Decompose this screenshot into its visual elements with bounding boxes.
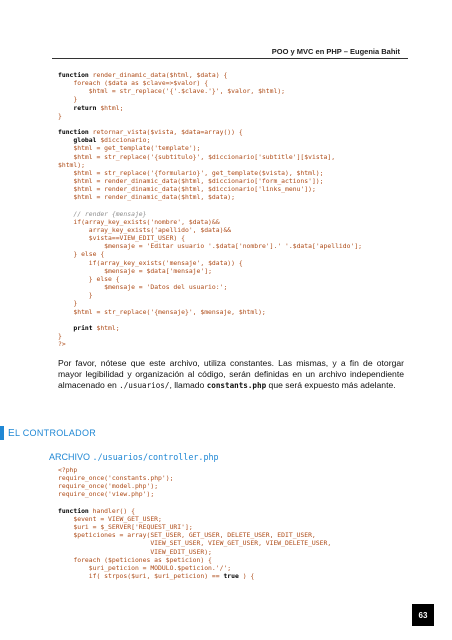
code1-line: // render {mensaje} [73,209,147,218]
code1-line: } [58,111,62,120]
code1-line: } [58,332,62,340]
section-heading-initial: E [8,428,15,439]
code1-line: ?> [58,340,66,349]
code1-line: print $html; [73,323,120,332]
code1-line: $html); [58,160,85,169]
body-paragraph [58,358,404,392]
code1-line: $mensaje = 'Datos del usuario:'; [58,283,228,292]
code1-line: if(array_key_exists('nombre', $data)&& [58,217,220,226]
section-heading [8,428,96,439]
code1-line: } [58,95,78,104]
code2-line: $uri_peticion = MODULO.$peticion.'/'; [58,563,232,572]
code-block-controller [58,466,331,580]
section-heading-rest: L CONTROLADOR [14,428,97,438]
code1-line: $html = render_dinamic_data($html, $diccionario['form_actions']); [58,177,324,186]
paragraph-text-3: que será expuesto más adelante. [266,380,396,391]
file-heading [49,452,219,462]
code1-line: $html = str_replace('{formulario}', get_template($vista), $html); [58,168,324,177]
code1-line: global $diccionario; [73,136,151,145]
code1-line: $html = str_replace('{subtitulo}', $diccionario['subtitle'][$vista], [58,152,336,161]
file-heading-initial: A [49,452,56,462]
code1-line: function render_dinamic_data($html, $data) { [58,71,228,79]
code1-line: $html = str_replace('{mensaje}', $mensaje, $html); [58,307,266,316]
code2-line: foreach ($peticiones as $peticion) { [58,555,212,564]
code1-line: $html = get_template('template'); [58,144,201,153]
code2-line: require_once('constants.php'); [58,474,174,483]
header-rule [52,58,408,59]
code1-line: $mensaje = $data['mensaje']; [58,266,212,275]
code1-line: } else { [58,250,105,259]
code-block-render-functions [58,71,362,348]
code2-line: VIEW_EDIT_USER); [58,547,212,556]
paragraph-text-1: Por favor, nótese que este archivo, utiliza constantes. Las mismas, y a fin de otorgar mayor legibilidad y organización al código, serán definidas en un archivo independiente almacenado en [58,358,404,391]
file-heading-path: ./usuarios/controller.php [92,452,219,462]
paragraph-path: ./usuarios/ [119,381,170,391]
code1-line: if(array_key_exists('mensaje', $data)) { [58,258,243,267]
code1-line: $html = render_dinamic_data($html, $data); [58,193,235,202]
code1-line: $mensaje = 'Editar usuario '.$data['nombre'].' '.$data['apellido']; [58,242,363,251]
code1-line: } [58,291,93,300]
section-marker [0,426,4,440]
code2-line: <?php [58,466,78,474]
page-number: 63 [412,604,434,626]
code2-line: $peticiones = array(SET_USER, GET_USER, DELETE_USER, EDIT_USER, [58,531,316,540]
paragraph-filename: constants.php [206,381,267,391]
code1-line: $html = render_dinamic_data($html, $diccionario['links_menu']); [58,185,316,194]
code1-line: array_key_exists('apellido', $data)&& [58,225,232,234]
code2-line: $uri = $_SERVER['REQUEST_URI']; [58,523,193,532]
code2-line: VIEW_SET_USER, VIEW_GET_USER, VIEW_DELETE_USER, [58,539,332,548]
code1-line: } else { [58,274,120,283]
paragraph-text-2: , llamado [169,380,207,391]
running-header: POO y MVC en PHP – Eugenia Bahit [271,47,400,56]
code2-line: $event = VIEW_GET_USER; [58,514,162,523]
code1-line: } [58,299,78,308]
code2-line: require_once('view.php'); [58,490,155,499]
code2-line: require_once('model.php'); [58,482,159,491]
code1-line: return $html; [73,103,124,112]
code1-line: $vista==VIEW_EDIT_USER) { [58,234,185,243]
code1-line: $html = str_replace('{'.$clave.'}', $valor, $html); [58,87,286,96]
code1-line: foreach ($data as $clave=>$valor) { [58,79,209,88]
code2-line: if( strpos($uri, $uri_peticion) == true ) { [58,572,255,581]
file-heading-rest: RCHIVO [55,452,93,462]
code2-line: function handler() { [58,506,135,515]
code1-line: function retornar_vista($vista, $data=array()) { [58,128,243,137]
